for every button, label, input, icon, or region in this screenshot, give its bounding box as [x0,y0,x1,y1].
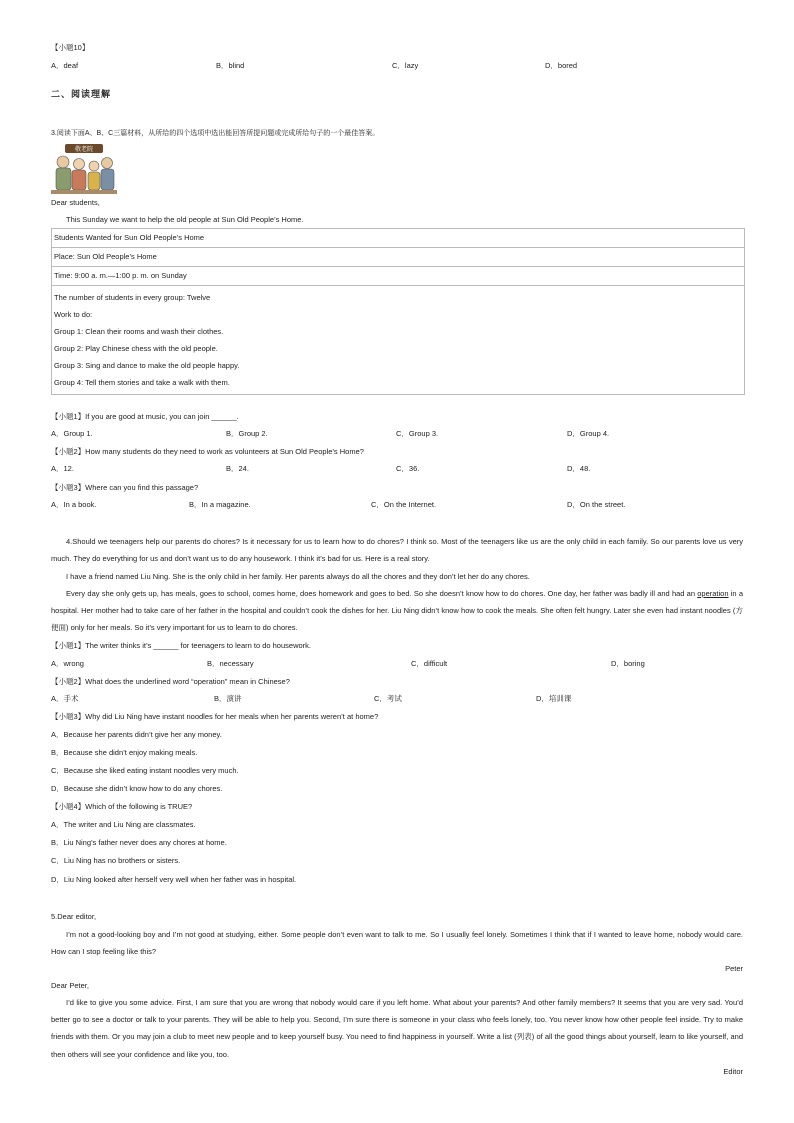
notice-line: Group 3: Sing and dance to make the old people happy. [54,361,240,370]
underlined-word: operation [697,589,729,598]
option-b[interactable]: B．blind [216,61,245,70]
option-a[interactable]: A．In a book. [51,500,97,509]
notice-row [52,286,744,394]
elderly-people-illustration [51,142,117,194]
option-d[interactable]: D．Because she didn’t know how to do any chores. [51,784,223,793]
passage-paragraph: 4.Should we teenagers help our parents do chores? Is it necessary for us to learn how to do chores? I think so. Most of the teenagers like us are the only child in each family. So our parents love us very much. They do everything for us and don’t want us to do any housework. I think it’s bad for us. Here is a real story. [51,537,743,564]
notice-line: Group 4: Tell them stories and take a walk with them. [54,378,230,387]
sign-text: 敬老院 [74,146,94,153]
option-d[interactable]: D．boring [611,659,645,668]
notice-line: Group 2: Play Chinese chess with the old people. [54,344,218,353]
passage-text: Every day she only gets up, has meals, goes to school, comes home, does homework and goes to bed. So she doesn’t know how to do chores. One day, her father was badly ill and had an [66,589,698,598]
option-a[interactable]: A．12. [51,464,74,473]
option-c[interactable]: C．Liu Ning has no brothers or sisters. [51,856,181,865]
section-title: 二、阅读理解 [51,89,112,99]
letter-body: I’d like to give you some advice. First, I am sure that you are wrong that nobody would care if you left home. What about your parents? And other family members? It seems that you are very sad. You’d better go to see a doctor or talk to your parents. They will be able to help you. Second, I’m sure there is someone in your class who feels lonely, too. You never know how other people feel inside. Try to make friends with them. Or you may join a club to meet new people and to keep yourself busy. You need to find happiness in yourself. Write a list (列表) of all the good things about yourself, learn to like yourself, and then others will see your confidence and like you, too. [51,998,743,1059]
option-a[interactable]: A．Group 1. [51,429,93,438]
question-text: 【小题1】If you are good at music, you can join ______. [51,412,239,421]
option-d[interactable]: D．Liu Ning looked after herself very well when her father was in hospital. [51,875,297,884]
option-a[interactable]: A．wrong [51,659,84,668]
letter-greeting: Dear Peter, [51,981,89,990]
question-label: 【小题10】 [51,43,90,52]
option-c[interactable]: C．lazy [392,61,419,70]
letter-signature: Editor [723,1067,743,1076]
option-b[interactable]: B．24. [226,464,249,473]
question-text: 【小题3】Where can you find this passage? [51,483,199,492]
notice-table [51,228,745,395]
option-d[interactable]: D．48. [567,464,591,473]
question-text: 【小题1】The writer thinks it’s ______ for teenagers to learn to do housework. [51,641,311,650]
question-text: 【小题2】What does the underlined word “operation” mean in Chinese? [51,677,290,686]
notice-line: Work to do: [54,310,93,319]
option-c[interactable]: C．Group 3. [396,429,439,438]
option-b[interactable]: B．演讲 [214,694,242,703]
option-b[interactable]: B．Because she didn’t enjoy making meals. [51,748,198,757]
passage-text: in a hospital. Her mother had to take care of her father in the hospital and couldn’t cook the dishes for her. Liu Ning didn’t know how to cook the meals. She often felt hungry. Later she even had instant noodles (方便面) only for her meals. So it’s very important for us to learn to do chores. [51,589,743,633]
option-b[interactable]: B．Group 2. [226,429,268,438]
letter-body: I’m not a good-looking boy and I’m not good at studying, either. Some people don’t even want to talk to me. So I usually feel lonely. Sometimes I think that if I wanted to leave home, nobody would care. How can I stop feeling like this? [51,930,743,957]
option-c[interactable]: C．考试 [374,694,402,703]
notice-line: The number of students in every group: Twelve [54,293,211,302]
option-a[interactable]: A．deaf [51,61,79,70]
option-d[interactable]: D．Group 4. [567,429,610,438]
option-d[interactable]: D．bored [545,61,578,70]
notice-row: Place: Sun Old People’s Home [52,248,744,267]
question-text: 【小题4】Which of the following is TRUE? [51,802,193,811]
passage-paragraph: I have a friend named Liu Ning. She is the only child in her family. Her parents always do all the chores and they don’t let her do any chores. [66,572,530,581]
option-d[interactable]: D．培训课 [536,694,572,703]
letter-intro: This Sunday we want to help the old people at Sun Old People’s Home. [66,215,304,224]
notice-line: Group 1: Clean their rooms and wash their clothes. [54,327,224,336]
letter-greeting: Dear students, [51,198,100,207]
option-a[interactable]: A．Because her parents didn’t give her any money. [51,730,222,739]
option-a[interactable]: A．手术 [51,694,79,703]
passage-paragraph [51,585,743,637]
option-c[interactable]: C．Because she liked eating instant noodles very much. [51,766,239,775]
question-text: 【小题3】Why did Liu Ning have instant noodles for her meals when her parents weren’t at home? [51,712,379,721]
option-c[interactable]: C．36. [396,464,420,473]
option-a[interactable]: A．The writer and Liu Ning are classmates. [51,820,196,829]
option-c[interactable]: C．On the Internet. [371,500,437,509]
letter-signature: Peter [725,964,743,973]
letter-greeting: 5.Dear editor, [51,912,97,921]
option-b[interactable]: B．necessary [207,659,254,668]
option-b[interactable]: B．In a magazine. [189,500,251,509]
passage-instruction: 3.阅读下面A、B、C三篇材料，从所给的四个选项中选出能回答所提问题或完成所给句子的一个最佳答案。 [51,130,380,137]
option-c[interactable]: C．difficult [411,659,448,668]
option-b[interactable]: B．Liu Ning’s father never does any chores at home. [51,838,227,847]
option-d[interactable]: D．On the street. [567,500,626,509]
notice-row: Time: 9:00 a. m.—1:00 p. m. on Sunday [52,267,744,286]
question-text: 【小题2】How many students do they need to work as volunteers at Sun Old People’s Home? [51,447,364,456]
notice-row: Students Wanted for Sun Old People’s Home [52,229,744,248]
